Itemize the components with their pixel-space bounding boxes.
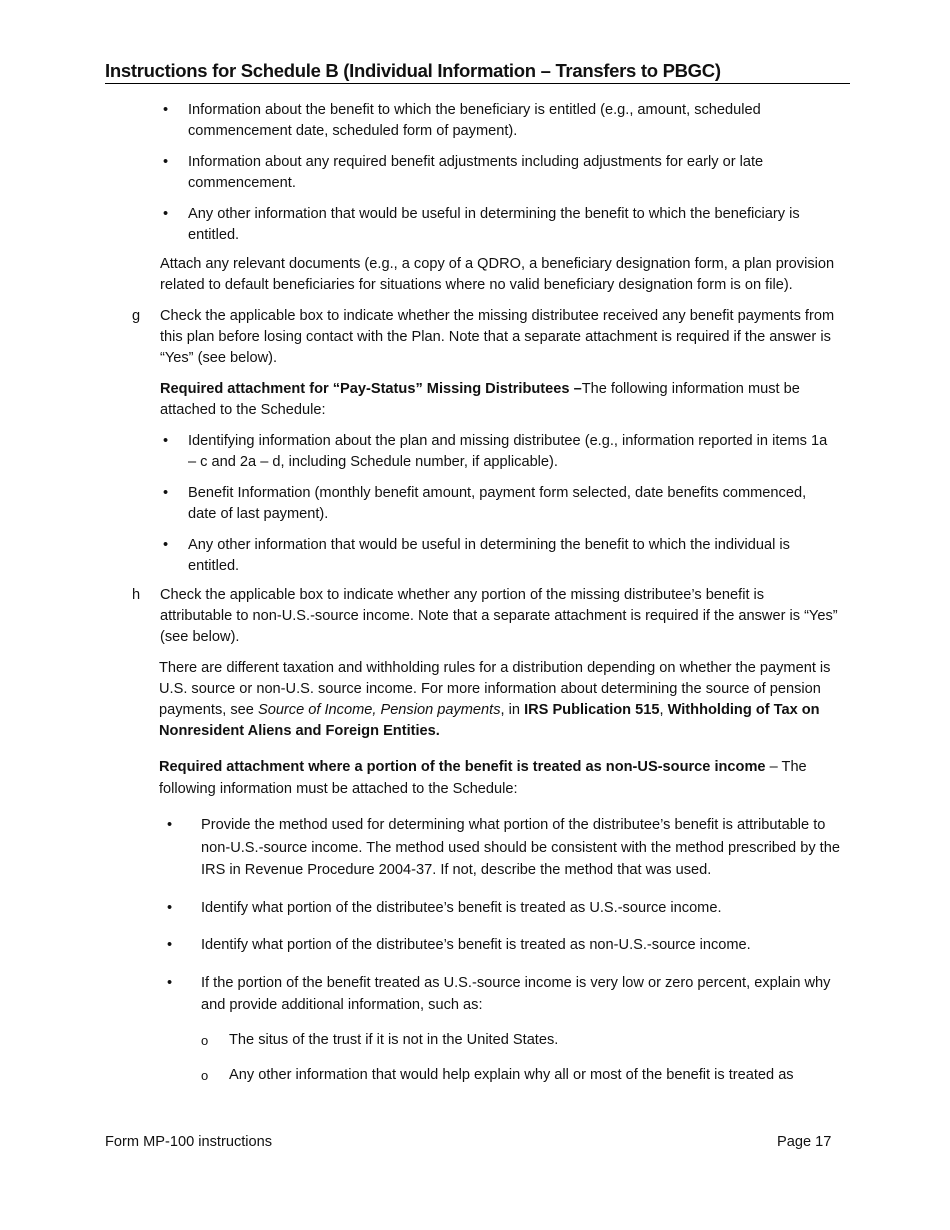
item-g-text: Check the applicable box to indicate whether the missing distributee received any benefit payments from this plan before losing contact with the Plan. Note that a separate attachment is required if the answer is “Yes” (see below).	[160, 308, 835, 366]
footer-page-number: Page 17	[777, 1134, 832, 1150]
bullet-icon: •	[167, 899, 173, 916]
publication-title: Withholding of Tax on Nonresident Aliens and Foreign Entities.	[159, 702, 820, 739]
pay-status-text: The following information must be attached to the Schedule:	[160, 381, 800, 418]
taxation-paragraph: There are different taxation and withholding rules for a distribution depending on whether the payment is U.S. source or non-U.S. source income. For more information about determining the source of pension payments, see Source of Income, Pension payments, in IRS Publication 515, Withholding of Tax on Nonresident Aliens and Foreign Entities.	[159, 660, 831, 739]
item-h	[132, 585, 840, 648]
bullet-icon: •	[167, 974, 173, 991]
bullet-list-pay-status	[0, 431, 950, 577]
irs-publication-515: IRS Publication 515	[524, 702, 660, 718]
bullet-icon: •	[163, 154, 169, 170]
bullet-icon: •	[163, 485, 169, 501]
page-title: Instructions for Schedule B (Individual Information – Transfers to PBGC)	[105, 60, 850, 84]
item-g	[132, 306, 840, 369]
list-item: • Identifying information about the plan and missing distributee (e.g., information reported in items 1a – c and 2a – d, including Schedule number, if applicable).	[163, 433, 828, 470]
item-letter: h	[132, 587, 141, 603]
bullet-icon: •	[163, 206, 169, 222]
list-item: • Any other information that would be useful in determining the benefit to which the beneficiary is entitled.	[163, 206, 800, 243]
list-item: • Information about any required benefit adjustments including adjustments for early or late commencement.	[163, 154, 764, 191]
hollow-bullet-icon: o	[201, 1032, 209, 1048]
list-item: • Any other information that would be useful in determining the benefit to which the individual is entitled.	[163, 537, 790, 574]
bullet-icon: •	[167, 817, 173, 833]
list-item: • Identify what portion of the distributee’s benefit is treated as non-U.S.-source income.	[201, 934, 841, 957]
list-item: • Benefit Information (monthly benefit amount, payment form selected, date benefits commenced, date of last payment).	[163, 485, 807, 522]
non-us-source-paragraph	[159, 756, 849, 800]
item-letter: g	[132, 308, 141, 324]
hollow-bullet-icon: o	[201, 1067, 209, 1083]
attach-documents-paragraph: Attach any relevant documents (e.g., a copy of a QDRO, a beneficiary designation form, a plan provision related to default beneficiaries for situations where no valid beneficiary designation form is on file).	[160, 256, 835, 293]
bullet-icon: •	[167, 937, 173, 953]
bullet-icon: •	[163, 537, 169, 553]
item-h-text: Check the applicable box to indicate whether any portion of the missing distributee’s benefit is attributable to non-U.S.-source income. Note that a separate attachment is required if the answer is “Yes” (see below).	[160, 587, 838, 645]
list-item: • Information about the benefit to which the beneficiary is entitled (e.g., amount, scheduled commencement date, scheduled form of payment).	[163, 102, 761, 139]
document-body	[0, 100, 950, 1100]
bullet-icon: •	[163, 102, 169, 118]
sub-bullet-list	[0, 1030, 950, 1086]
list-item: • If the portion of the benefit treated as U.S.-source income is very low or zero percent, explain why and provide additional information, such as:	[201, 972, 841, 1017]
source-of-income-reference: Source of Income, Pension payments	[257, 702, 501, 718]
list-item: • Provide the method used for determining what portion of the distributee’s benefit is attributable to non-U.S.-source income. The method used should be consistent with the method prescribed by the IRS in Revenue Procedure 2004-37. If not, describe the method that was used.	[201, 814, 841, 882]
bullet-icon: •	[163, 433, 169, 449]
sub-list-item: o The situs of the trust if it is not in the United States.	[229, 1030, 859, 1051]
bullet-list-beneficiary	[0, 100, 950, 246]
footer-form-name: Form MP-100 instructions	[105, 1134, 273, 1150]
non-us-source-text: – The following information must be attached to the Schedule:	[159, 759, 807, 797]
non-us-source-heading: Required attachment where a portion of the benefit is treated as non-US-source income	[159, 759, 766, 775]
pay-status-paragraph	[160, 379, 810, 421]
list-item: • Identify what portion of the distributee’s benefit is treated as U.S.-source income.	[201, 897, 841, 920]
sub-list-item: o Any other information that would help explain why all or most of the benefit is treated as	[229, 1065, 859, 1086]
bullet-list-non-us-source	[0, 814, 950, 1017]
pay-status-heading: Required attachment for “Pay-Status” Missing Distributees –	[160, 381, 582, 397]
